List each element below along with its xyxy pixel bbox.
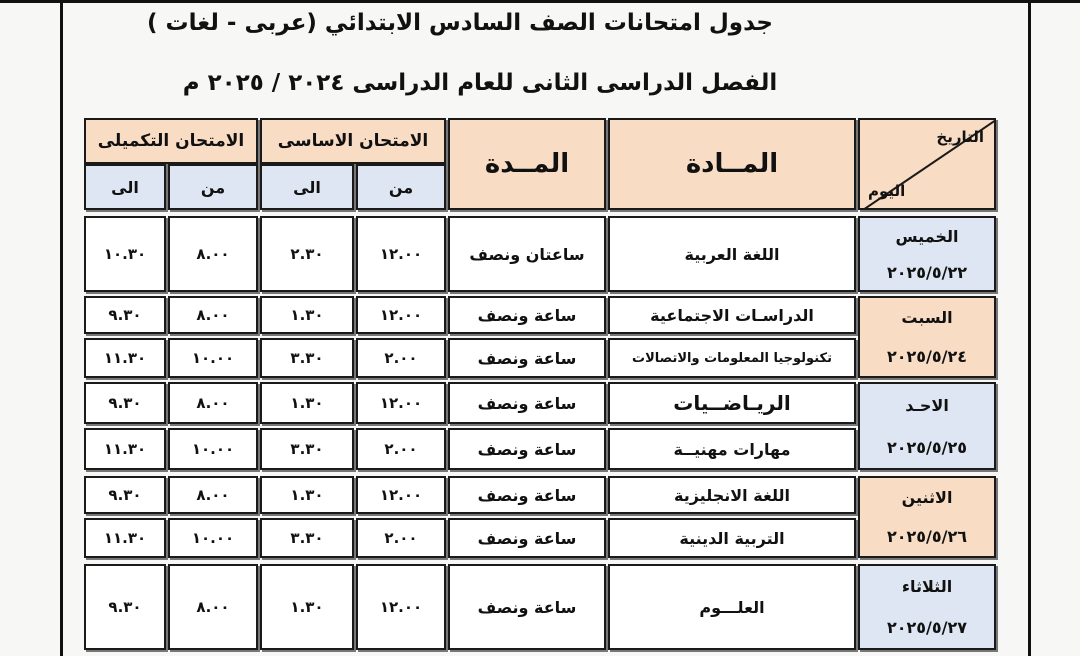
day-name: الاحـد	[905, 395, 949, 415]
duration-cell: ساعة ونصف	[448, 476, 606, 514]
supp-from-cell: ١٠.٠٠	[168, 518, 258, 558]
day-name: الثلاثاء	[901, 577, 953, 596]
date-header-label: التاريخ	[936, 128, 984, 146]
subject-cell: العلـــوم	[608, 564, 856, 650]
main-from-cell: ١٢.٠٠	[356, 216, 446, 292]
day-name: السبت	[901, 308, 953, 327]
day-cell-monday	[858, 476, 996, 558]
date-day-corner-header	[858, 118, 996, 210]
supp-to-cell: ٩.٣٠	[84, 476, 166, 514]
subject-cell: اللغة الانجليزية	[608, 476, 856, 514]
main-from-cell: ١٢.٠٠	[356, 476, 446, 514]
left-border-line	[60, 0, 63, 656]
supp-from-cell: ٨.٠٠	[168, 382, 258, 424]
main-to-cell: ٣.٣٠	[260, 428, 354, 470]
exam-schedule-table	[84, 116, 996, 656]
main-to-cell: ١.٣٠	[260, 564, 354, 650]
subject-cell: الدراسـات الاجتماعية	[608, 296, 856, 334]
top-border-line	[0, 0, 1080, 3]
day-cell-sunday	[858, 382, 996, 470]
day-date: ٢٠٢٥/٥/٢٥	[886, 437, 968, 457]
day-date: ٢٠٢٥/٥/٢٤	[886, 347, 968, 366]
main-to-cell: ٣.٣٠	[260, 338, 354, 378]
main-from-cell: ١٢.٠٠	[356, 382, 446, 424]
duration-header: المــدة	[448, 118, 606, 210]
day-name: الخميس	[895, 226, 959, 246]
day-cell-saturday	[858, 296, 996, 378]
duration-cell: ساعة ونصف	[448, 296, 606, 334]
duration-cell: ساعة ونصف	[448, 338, 606, 378]
main-from-cell: ١٢.٠٠	[356, 296, 446, 334]
supp-to-cell: ١١.٣٠	[84, 518, 166, 558]
subject-cell: الريـاضــيات	[608, 382, 856, 424]
main-from-cell: ٢.٠٠	[356, 518, 446, 558]
day-date: ٢٠٢٥/٥/٢٧	[886, 618, 968, 637]
subject-cell: التربية الدينية	[608, 518, 856, 558]
duration-cell: ساعة ونصف	[448, 518, 606, 558]
duration-cell: ساعة ونصف	[448, 428, 606, 470]
subject-cell: تكنولوجيا المعلومات والاتصالات	[608, 338, 856, 378]
supp-from-header: من	[168, 164, 258, 210]
supp-from-cell: ١٠.٠٠	[168, 428, 258, 470]
duration-cell: ساعة ونصف	[448, 382, 606, 424]
subject-cell: اللغة العربية	[608, 216, 856, 292]
main-from-cell: ٢.٠٠	[356, 428, 446, 470]
supp-to-cell: ٩.٣٠	[84, 296, 166, 334]
main-to-header: الى	[260, 164, 354, 210]
main-to-cell: ١.٣٠	[260, 296, 354, 334]
document-title: جدول امتحانات الصف السادس الابتدائي (عربى - لغات )	[147, 10, 773, 36]
supp-to-cell: ١١.٣٠	[84, 428, 166, 470]
day-name: الاثنين	[901, 488, 953, 507]
day-cell-tuesday	[858, 564, 996, 650]
supp-from-cell: ١٠.٠٠	[168, 338, 258, 378]
main-to-cell: ٢.٣٠	[260, 216, 354, 292]
day-date: ٢٠٢٥/٥/٢٢	[886, 262, 968, 282]
day-header-label: اليوم	[868, 182, 906, 200]
subject-header: المــادة	[608, 118, 856, 210]
supp-to-cell: ١٠.٣٠	[84, 216, 166, 292]
supp-from-cell: ٨.٠٠	[168, 564, 258, 650]
supplementary-exam-header: الامتحان التكميلى	[84, 118, 258, 164]
supp-to-cell: ٩.٣٠	[84, 564, 166, 650]
supp-from-cell: ٨.٠٠	[168, 216, 258, 292]
supp-from-cell: ٨.٠٠	[168, 476, 258, 514]
duration-cell: ساعتان ونصف	[448, 216, 606, 292]
supp-to-cell: ١١.٣٠	[84, 338, 166, 378]
duration-cell: ساعة ونصف	[448, 564, 606, 650]
main-from-header: من	[356, 164, 446, 210]
supp-to-cell: ٩.٣٠	[84, 382, 166, 424]
subject-cell: مهارات مهنيــة	[608, 428, 856, 470]
main-from-cell: ١٢.٠٠	[356, 564, 446, 650]
main-to-cell: ١.٣٠	[260, 476, 354, 514]
document-subtitle: الفصل الدراسى الثانى للعام الدراسى ٢٠٢٤ / ٢٠٢٥ م	[182, 70, 778, 96]
day-date: ٢٠٢٥/٥/٢٦	[886, 527, 968, 546]
main-from-cell: ٢.٠٠	[356, 338, 446, 378]
supp-to-header: الى	[84, 164, 166, 210]
right-border-line	[1028, 0, 1031, 656]
supp-from-cell: ٨.٠٠	[168, 296, 258, 334]
day-cell-thursday	[858, 216, 996, 292]
main-to-cell: ٣.٣٠	[260, 518, 354, 558]
main-to-cell: ١.٣٠	[260, 382, 354, 424]
main-exam-header: الامتحان الاساسى	[260, 118, 446, 164]
